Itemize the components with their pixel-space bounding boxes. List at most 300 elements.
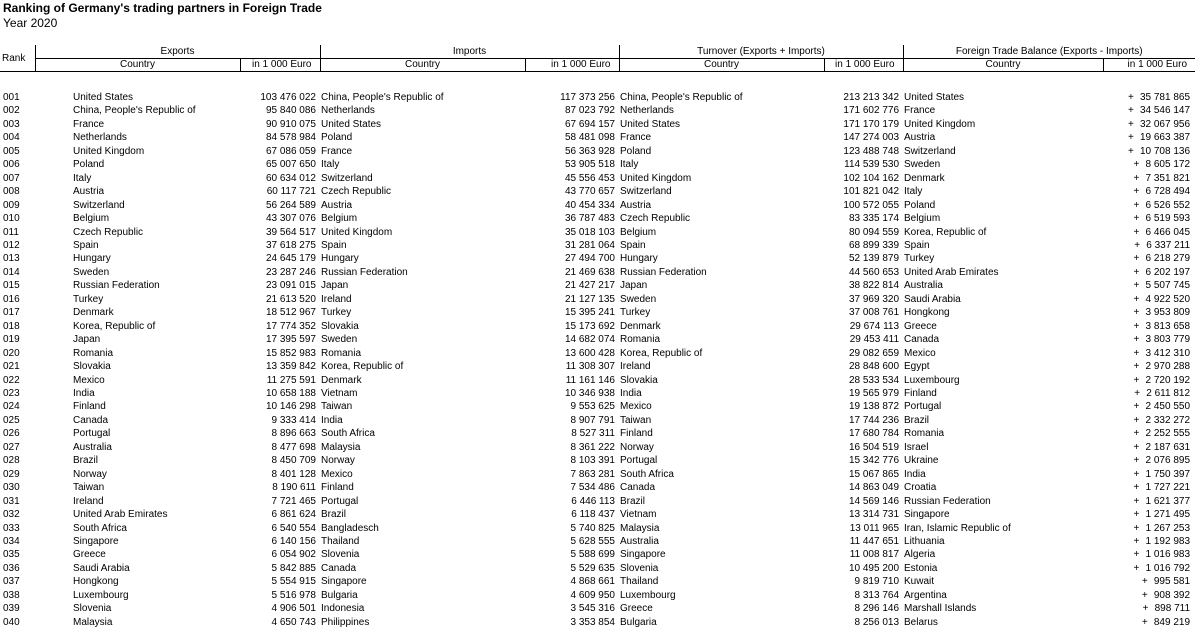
imports-country-cell: Indonesia (320, 602, 525, 615)
exports-country-cell: Saudi Arabia (35, 562, 240, 575)
balance-amount: 2 076 895 (1146, 455, 1191, 466)
turnover-value-cell: 16 504 519 (824, 441, 903, 454)
table-row (0, 293, 1195, 306)
imports-country-cell: Poland (320, 131, 525, 144)
balance-sign: + (1134, 387, 1146, 400)
exports-value-cell: 8 190 611 (240, 481, 320, 494)
exports-country-cell: Luxembourg (35, 589, 240, 602)
balance-country-cell: Iran, Islamic Republic of (903, 522, 1103, 535)
table-row (0, 508, 1195, 521)
imports-country-cell: France (320, 145, 525, 158)
imports-value-cell: 13 600 428 (525, 347, 619, 360)
balance-sign: + (1128, 104, 1140, 117)
turnover-country-cell: Poland (619, 145, 824, 158)
table-row (0, 279, 1195, 292)
balance-sign: + (1134, 266, 1146, 279)
table-row (0, 562, 1195, 575)
turnover-value-cell: 17 680 784 (824, 427, 903, 440)
exports-country-cell: Malaysia (35, 616, 240, 629)
exports-value-cell: 84 578 984 (240, 131, 320, 144)
turnover-country-cell: Finland (619, 427, 824, 440)
exports-country-cell: Hungary (35, 252, 240, 265)
turnover-value-cell: 44 560 653 (824, 266, 903, 279)
turnover-country-cell: Luxembourg (619, 589, 824, 602)
turnover-value-cell: 37 008 761 (824, 306, 903, 319)
balance-amount: 32 067 956 (1140, 119, 1190, 130)
rank-cell: 030 (0, 481, 35, 494)
balance-sign: + (1134, 441, 1146, 454)
balance-value-cell (1103, 602, 1195, 615)
table-row (0, 104, 1195, 117)
balance-sign: + (1134, 495, 1146, 508)
table-row (0, 481, 1195, 494)
turnover-value-cell: 19 565 979 (824, 387, 903, 400)
rank-cell: 022 (0, 374, 35, 387)
exports-country-cell: Netherlands (35, 131, 240, 144)
turnover-value-cell: 13 314 731 (824, 508, 903, 521)
exports-value-cell: 10 658 188 (240, 387, 320, 400)
exports-value-cell: 17 774 352 (240, 320, 320, 333)
turnover-country-cell: Mexico (619, 400, 824, 413)
exports-value-cell: 4 650 743 (240, 616, 320, 629)
imports-value-cell: 5 628 555 (525, 535, 619, 548)
balance-amount: 1 192 983 (1146, 536, 1191, 547)
balance-country-cell: Luxembourg (903, 374, 1103, 387)
turnover-country-cell: Hungary (619, 252, 824, 265)
turnover-value-cell: 29 674 113 (824, 320, 903, 333)
turnover-country-cell: Sweden (619, 293, 824, 306)
rank-cell: 015 (0, 279, 35, 292)
balance-amount: 3 953 809 (1146, 307, 1191, 318)
balance-amount: 2 970 288 (1146, 361, 1191, 372)
balance-value-cell (1103, 104, 1195, 117)
balance-sign: + (1134, 185, 1146, 198)
imports-value-cell: 11 161 146 (525, 374, 619, 387)
turnover-country-cell: Turkey (619, 306, 824, 319)
balance-value-cell (1103, 616, 1195, 629)
rank-cell: 017 (0, 306, 35, 319)
imports-country-cell: Slovakia (320, 320, 525, 333)
balance-value-cell (1103, 481, 1195, 494)
imports-country-header: Country (320, 59, 525, 72)
rank-cell: 024 (0, 400, 35, 413)
exports-country-cell: Sweden (35, 266, 240, 279)
imports-value-cell: 21 127 135 (525, 293, 619, 306)
turnover-value-cell: 83 335 174 (824, 212, 903, 225)
rank-cell: 033 (0, 522, 35, 535)
turnover-value-cell: 17 744 236 (824, 414, 903, 427)
rank-cell: 027 (0, 441, 35, 454)
balance-sign: + (1134, 239, 1146, 252)
balance-country-cell: Russian Federation (903, 495, 1103, 508)
table-row (0, 589, 1195, 602)
exports-country-cell: Slovakia (35, 360, 240, 373)
balance-country-cell: Singapore (903, 508, 1103, 521)
imports-country-cell: Japan (320, 279, 525, 292)
imports-country-cell: Spain (320, 239, 525, 252)
imports-country-cell: Mexico (320, 468, 525, 481)
turnover-country-cell: India (619, 387, 824, 400)
turnover-value-cell: 9 819 710 (824, 575, 903, 588)
balance-country-cell: Saudi Arabia (903, 293, 1103, 306)
imports-country-cell: Russian Federation (320, 266, 525, 279)
turnover-country-cell: Austria (619, 199, 824, 212)
balance-amount: 2 450 550 (1146, 401, 1191, 412)
exports-country-cell: Ireland (35, 495, 240, 508)
turnover-country-cell: Belgium (619, 226, 824, 239)
balance-amount: 6 202 197 (1146, 267, 1191, 278)
exports-value-cell: 60 634 012 (240, 172, 320, 185)
turnover-value-cell: 80 094 559 (824, 226, 903, 239)
turnover-country-cell: Portugal (619, 454, 824, 467)
balance-amount: 34 546 147 (1140, 105, 1190, 116)
table-row (0, 118, 1195, 131)
imports-value-cell: 5 588 699 (525, 548, 619, 561)
exports-value-cell: 23 287 246 (240, 266, 320, 279)
balance-value-cell (1103, 118, 1195, 131)
turnover-value-cell: 11 008 817 (824, 548, 903, 561)
table-row (0, 145, 1195, 158)
balance-value-cell (1103, 387, 1195, 400)
balance-country-cell: Argentina (903, 589, 1103, 602)
exports-value-cell: 6 540 554 (240, 522, 320, 535)
turnover-country-cell: Slovakia (619, 374, 824, 387)
balance-country-cell: Algeria (903, 548, 1103, 561)
table-row (0, 239, 1195, 252)
imports-value-cell: 5 740 825 (525, 522, 619, 535)
table-row (0, 414, 1195, 427)
balance-amount: 2 187 631 (1146, 442, 1191, 453)
exports-country-cell: Spain (35, 239, 240, 252)
balance-amount: 19 663 387 (1140, 132, 1190, 143)
imports-country-cell: Bulgaria (320, 589, 525, 602)
balance-value-cell (1103, 185, 1195, 198)
balance-country-cell: Hongkong (903, 306, 1103, 319)
imports-value-cell: 8 103 391 (525, 454, 619, 467)
rank-cell: 028 (0, 454, 35, 467)
rank-cell: 016 (0, 293, 35, 306)
exports-value-cell: 5 516 978 (240, 589, 320, 602)
balance-sign: + (1128, 118, 1140, 131)
balance-sign: + (1142, 589, 1154, 602)
turnover-country-cell: Denmark (619, 320, 824, 333)
balance-sign: + (1134, 522, 1146, 535)
turnover-value-cell: 14 569 146 (824, 495, 903, 508)
exports-value-cell: 11 275 591 (240, 374, 320, 387)
balance-amount: 4 922 520 (1146, 294, 1191, 305)
balance-amount: 1 267 253 (1146, 523, 1191, 534)
turnover-country-cell: Taiwan (619, 414, 824, 427)
table-row (0, 252, 1195, 265)
rank-cell: 009 (0, 199, 35, 212)
table-row (0, 427, 1195, 440)
turnover-country-cell: Czech Republic (619, 212, 824, 225)
turnover-country-cell: Italy (619, 158, 824, 171)
turnover-country-cell: Slovenia (619, 562, 824, 575)
balance-amount: 2 720 192 (1146, 375, 1191, 386)
imports-country-cell: Norway (320, 454, 525, 467)
table-row (0, 387, 1195, 400)
turnover-country-cell: Switzerland (619, 185, 824, 198)
turnover-value-cell: 15 342 776 (824, 454, 903, 467)
imports-country-cell: Netherlands (320, 104, 525, 117)
turnover-country-cell: South Africa (619, 468, 824, 481)
rank-cell: 002 (0, 104, 35, 117)
turnover-country-cell: Vietnam (619, 508, 824, 521)
balance-amount: 6 466 045 (1146, 227, 1191, 238)
balance-country-cell: Sweden (903, 158, 1103, 171)
balance-value-cell (1103, 199, 1195, 212)
turnover-country-cell: Netherlands (619, 104, 824, 117)
exports-value-cell: 24 645 179 (240, 252, 320, 265)
balance-country-cell: France (903, 104, 1103, 117)
imports-country-cell: Sweden (320, 333, 525, 346)
balance-value-cell (1103, 562, 1195, 575)
balance-value-cell (1103, 535, 1195, 548)
balance-sign: + (1134, 320, 1146, 333)
balance-country-cell: Australia (903, 279, 1103, 292)
turnover-country-cell: Canada (619, 481, 824, 494)
table-row (0, 320, 1195, 333)
imports-value-cell: 87 023 792 (525, 104, 619, 117)
table-body (0, 72, 1195, 629)
balance-amount: 1 271 495 (1146, 509, 1191, 520)
balance-sign: + (1134, 333, 1146, 346)
imports-country-cell: Malaysia (320, 441, 525, 454)
imports-value-cell: 4 609 950 (525, 589, 619, 602)
balance-sign: + (1134, 468, 1146, 481)
balance-sign: + (1134, 172, 1146, 185)
balance-amount: 6 337 211 (1146, 240, 1190, 251)
rank-cell: 004 (0, 131, 35, 144)
imports-value-cell: 8 527 311 (525, 427, 619, 440)
imports-country-cell: Portugal (320, 495, 525, 508)
exports-value-cell: 17 395 597 (240, 333, 320, 346)
imports-country-cell: India (320, 414, 525, 427)
balance-sign: + (1134, 347, 1146, 360)
exports-value-cell: 37 618 275 (240, 239, 320, 252)
balance-value-cell (1103, 589, 1195, 602)
imports-country-cell: Bangladesch (320, 522, 525, 535)
imports-value-cell: 45 556 453 (525, 172, 619, 185)
exports-value-cell: 9 333 414 (240, 414, 320, 427)
trading-partners-table (0, 45, 1195, 629)
turnover-country-cell: Norway (619, 441, 824, 454)
balance-amount: 1 621 377 (1146, 496, 1191, 507)
rank-cell: 036 (0, 562, 35, 575)
imports-country-cell: Turkey (320, 306, 525, 319)
imports-value-cell: 7 534 486 (525, 481, 619, 494)
balance-country-cell: India (903, 468, 1103, 481)
balance-amount: 898 711 (1155, 603, 1190, 614)
balance-sign: + (1134, 508, 1146, 521)
imports-value-cell: 21 469 638 (525, 266, 619, 279)
exports-country-cell: Japan (35, 333, 240, 346)
exports-country-cell: Turkey (35, 293, 240, 306)
rank-cell: 025 (0, 414, 35, 427)
balance-value-cell (1103, 293, 1195, 306)
rank-cell: 005 (0, 145, 35, 158)
imports-country-cell: China, People's Republic of (320, 91, 525, 104)
imports-value-cell: 56 363 928 (525, 145, 619, 158)
balance-value-cell (1103, 360, 1195, 373)
balance-amount: 35 781 865 (1140, 92, 1190, 103)
balance-country-cell: Italy (903, 185, 1103, 198)
turnover-value-cell: 13 011 965 (824, 522, 903, 535)
balance-country-cell: Israel (903, 441, 1103, 454)
balance-country-cell: United Arab Emirates (903, 266, 1103, 279)
exports-value-cell: 43 307 076 (240, 212, 320, 225)
table-row (0, 91, 1195, 104)
exports-country-cell: South Africa (35, 522, 240, 535)
balance-sign: + (1128, 91, 1140, 104)
balance-amount: 908 392 (1154, 590, 1190, 601)
balance-country-cell: Poland (903, 199, 1103, 212)
turnover-value-cell: 101 821 042 (824, 185, 903, 198)
balance-sign: + (1128, 145, 1140, 158)
rank-cell: 039 (0, 602, 35, 615)
imports-value-cell: 21 427 217 (525, 279, 619, 292)
balance-value-cell (1103, 400, 1195, 413)
balance-amount: 6 519 593 (1146, 213, 1191, 224)
turnover-country-cell: Singapore (619, 548, 824, 561)
imports-country-cell: Finland (320, 481, 525, 494)
rank-cell: 021 (0, 360, 35, 373)
imports-value-cell: 15 395 241 (525, 306, 619, 319)
turnover-country-cell: Greece (619, 602, 824, 615)
table-row (0, 468, 1195, 481)
balance-country-cell: Kuwait (903, 575, 1103, 588)
balance-amount: 1 016 983 (1146, 549, 1191, 560)
rank-cell: 007 (0, 172, 35, 185)
table-row (0, 306, 1195, 319)
imports-country-cell: Singapore (320, 575, 525, 588)
imports-value-cell: 117 373 256 (525, 91, 619, 104)
table-row (0, 172, 1195, 185)
rank-cell: 018 (0, 320, 35, 333)
imports-country-cell: United States (320, 118, 525, 131)
turnover-country-cell: Thailand (619, 575, 824, 588)
imports-value-cell: 40 454 334 (525, 199, 619, 212)
imports-value-cell: 67 694 157 (525, 118, 619, 131)
balance-amount: 6 218 279 (1146, 253, 1191, 264)
exports-country-cell: France (35, 118, 240, 131)
exports-country-cell: India (35, 387, 240, 400)
rank-cell: 014 (0, 266, 35, 279)
balance-amount: 995 581 (1154, 576, 1190, 587)
rank-cell: 012 (0, 239, 35, 252)
balance-country-cell: Switzerland (903, 145, 1103, 158)
exports-country-cell: Austria (35, 185, 240, 198)
exports-country-cell: Slovenia (35, 602, 240, 615)
exports-country-header: Country (35, 59, 240, 72)
exports-country-cell: Canada (35, 414, 240, 427)
turnover-country-cell: Korea, Republic of (619, 347, 824, 360)
balance-amount: 3 803 779 (1146, 334, 1191, 345)
balance-country-cell: United Kingdom (903, 118, 1103, 131)
imports-country-cell: Ireland (320, 293, 525, 306)
table-row (0, 602, 1195, 615)
turnover-value-cell: 29 082 659 (824, 347, 903, 360)
imports-value-cell: 14 682 074 (525, 333, 619, 346)
exports-value-cell: 90 910 075 (240, 118, 320, 131)
exports-value-cell: 95 840 086 (240, 104, 320, 117)
exports-country-cell: Denmark (35, 306, 240, 319)
rank-cell: 013 (0, 252, 35, 265)
balance-country-cell: Brazil (903, 414, 1103, 427)
rank-cell: 001 (0, 91, 35, 104)
balance-sign: + (1134, 212, 1146, 225)
turnover-country-cell: Japan (619, 279, 824, 292)
balance-sign: + (1142, 616, 1154, 629)
imports-country-cell: Denmark (320, 374, 525, 387)
imports-country-cell: Austria (320, 199, 525, 212)
rank-cell: 038 (0, 589, 35, 602)
balance-amount: 2 332 272 (1146, 415, 1191, 426)
turnover-value-cell: 123 488 748 (824, 145, 903, 158)
imports-country-cell: Romania (320, 347, 525, 360)
balance-value-cell (1103, 91, 1195, 104)
turnover-value-cell: 102 104 162 (824, 172, 903, 185)
balance-sign: + (1134, 158, 1146, 171)
balance-country-cell: Canada (903, 333, 1103, 346)
imports-value-cell: 10 346 938 (525, 387, 619, 400)
imports-value-cell: 58 481 098 (525, 131, 619, 144)
imports-country-cell: Canada (320, 562, 525, 575)
turnover-country-cell: Romania (619, 333, 824, 346)
exports-country-cell: United Arab Emirates (35, 508, 240, 521)
turnover-country-cell: Ireland (619, 360, 824, 373)
exports-value-cell: 21 613 520 (240, 293, 320, 306)
exports-country-cell: Brazil (35, 454, 240, 467)
balance-sign: + (1134, 199, 1146, 212)
imports-country-cell: Switzerland (320, 172, 525, 185)
table-row (0, 522, 1195, 535)
balance-sign: + (1134, 400, 1146, 413)
balance-value-cell (1103, 252, 1195, 265)
balance-country-cell: Estonia (903, 562, 1103, 575)
balance-amount: 6 728 494 (1146, 186, 1191, 197)
exports-country-cell: Switzerland (35, 199, 240, 212)
balance-amount: 5 507 745 (1146, 280, 1191, 291)
turnover-value-cell: 171 170 179 (824, 118, 903, 131)
turnover-value-cell: 171 602 776 (824, 104, 903, 117)
turnover-value-cell: 52 139 879 (824, 252, 903, 265)
balance-country-cell: Lithuania (903, 535, 1103, 548)
balance-value-cell (1103, 239, 1195, 252)
exports-value-cell: 5 554 915 (240, 575, 320, 588)
imports-country-cell: Taiwan (320, 400, 525, 413)
balance-value-cell (1103, 575, 1195, 588)
exports-value-cell: 18 512 967 (240, 306, 320, 319)
exports-country-cell: Russian Federation (35, 279, 240, 292)
balance-sign: + (1134, 414, 1146, 427)
rank-cell: 006 (0, 158, 35, 171)
turnover-value-cell: 19 138 872 (824, 400, 903, 413)
table-row (0, 360, 1195, 373)
balance-country-cell: Mexico (903, 347, 1103, 360)
turnover-value-cell: 8 313 764 (824, 589, 903, 602)
balance-amount: 10 708 136 (1140, 146, 1190, 157)
turnover-country-cell: France (619, 131, 824, 144)
balance-sign: + (1134, 427, 1146, 440)
turnover-value-cell: 11 447 651 (824, 535, 903, 548)
rank-cell: 029 (0, 468, 35, 481)
balance-value-cell (1103, 212, 1195, 225)
exports-value-cell: 6 054 902 (240, 548, 320, 561)
balance-amount: 6 526 552 (1146, 200, 1191, 211)
balance-value-cell (1103, 441, 1195, 454)
